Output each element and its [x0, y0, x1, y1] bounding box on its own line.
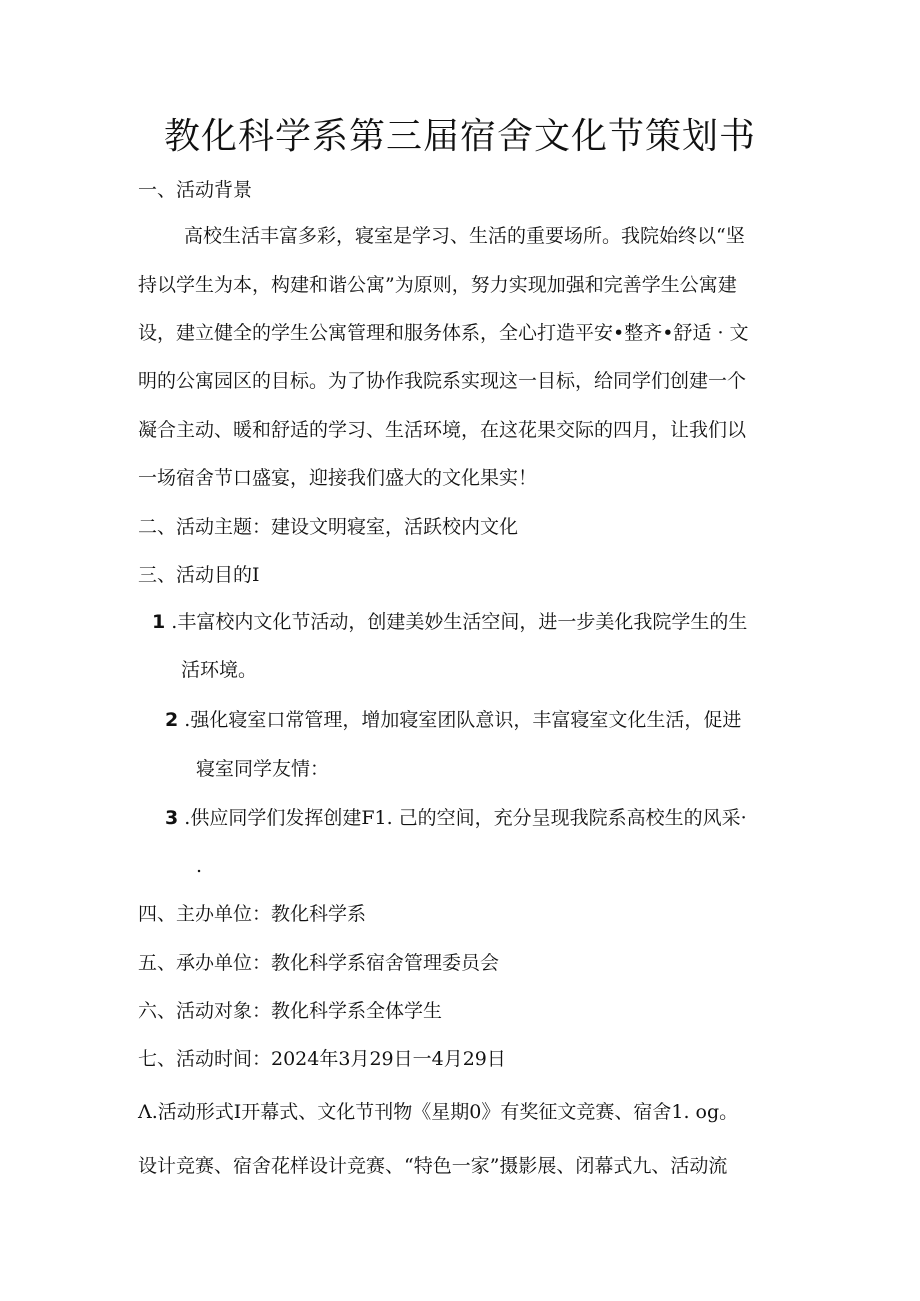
section6-participants: 六、活动对象：教化科学系全体学生	[138, 1000, 443, 1022]
section1-line-4: 明的公寓园区的目标。为了协作我院系实现这一目标，给同学们创建一个	[138, 370, 747, 392]
purpose-item-2-text: .强化寝室口常管理，增加寝室团队意识，丰富寝室文化生活，促进	[178, 709, 742, 731]
section1-line-5: 凝合主动、暖和舒适的学习、生活环境，在这花果交际的四月，让我们以	[138, 419, 747, 441]
section7-time: 七、活动时间：2024年3月29日一4月29日	[138, 1048, 506, 1070]
section1-line-1: 高校生活丰富多彩，寝室是学习、生活的重要场所。我院始终以“坚	[184, 225, 745, 247]
section4-organizer: 四、主办单位：教化科学系	[138, 903, 367, 925]
section1-line-3: 设，建立健全的学生公寓管理和服务体系，全心打造平安•整齐•舒适 · 文	[138, 322, 749, 344]
document-title: 教化科学系第三届宿舍文化节策划书	[163, 116, 756, 157]
purpose-item-1-text: .丰富校内文化节活动，创建美妙生活空间，进一步美化我院学生的生	[165, 611, 748, 633]
section5-co-organizer: 五、承办单位：教化科学系宿舍管理委员会	[138, 952, 500, 974]
purpose-item-1	[152, 608, 747, 636]
section1-line-2: 持以学生为本，构建和谐公寓”为原则，努力实现加强和完善学生公寓建	[138, 274, 737, 296]
purpose-item-1-continuation: 活环境。	[181, 659, 258, 681]
purpose-item-1-number: 1	[152, 611, 166, 633]
purpose-item-2-number: 2	[165, 709, 179, 731]
purpose-item-3-continuation: .	[196, 855, 203, 877]
section8-line-2: 设计竞赛、宿舍花样设计竞赛、“特色一家”摄影展、闭幕式九、活动流	[138, 1155, 728, 1177]
section3-heading: 三、活动目的I	[138, 564, 260, 586]
purpose-item-3-number: 3	[165, 807, 179, 829]
purpose-item-2	[165, 706, 741, 734]
purpose-item-2-continuation: 寝室同学友情：	[196, 758, 330, 780]
section1-heading: 一、活动背景	[138, 179, 253, 201]
purpose-item-3-text: .供应同学们发挥创建F1. 己的空间，充分呈现我院系高校生的风采·	[178, 807, 747, 829]
section1-line-6: 一场宿舍节口盛宴，迎接我们盛大的文化果实！	[138, 467, 538, 489]
section2-theme: 二、活动主题：建设文明寝室，活跃校内文化	[138, 516, 519, 538]
section8-line-1: Λ.活动形式I开幕式、文化节刊物《星期0》有奖征文竞赛、宿舍1. og。	[138, 1101, 739, 1123]
purpose-item-3	[165, 804, 747, 832]
